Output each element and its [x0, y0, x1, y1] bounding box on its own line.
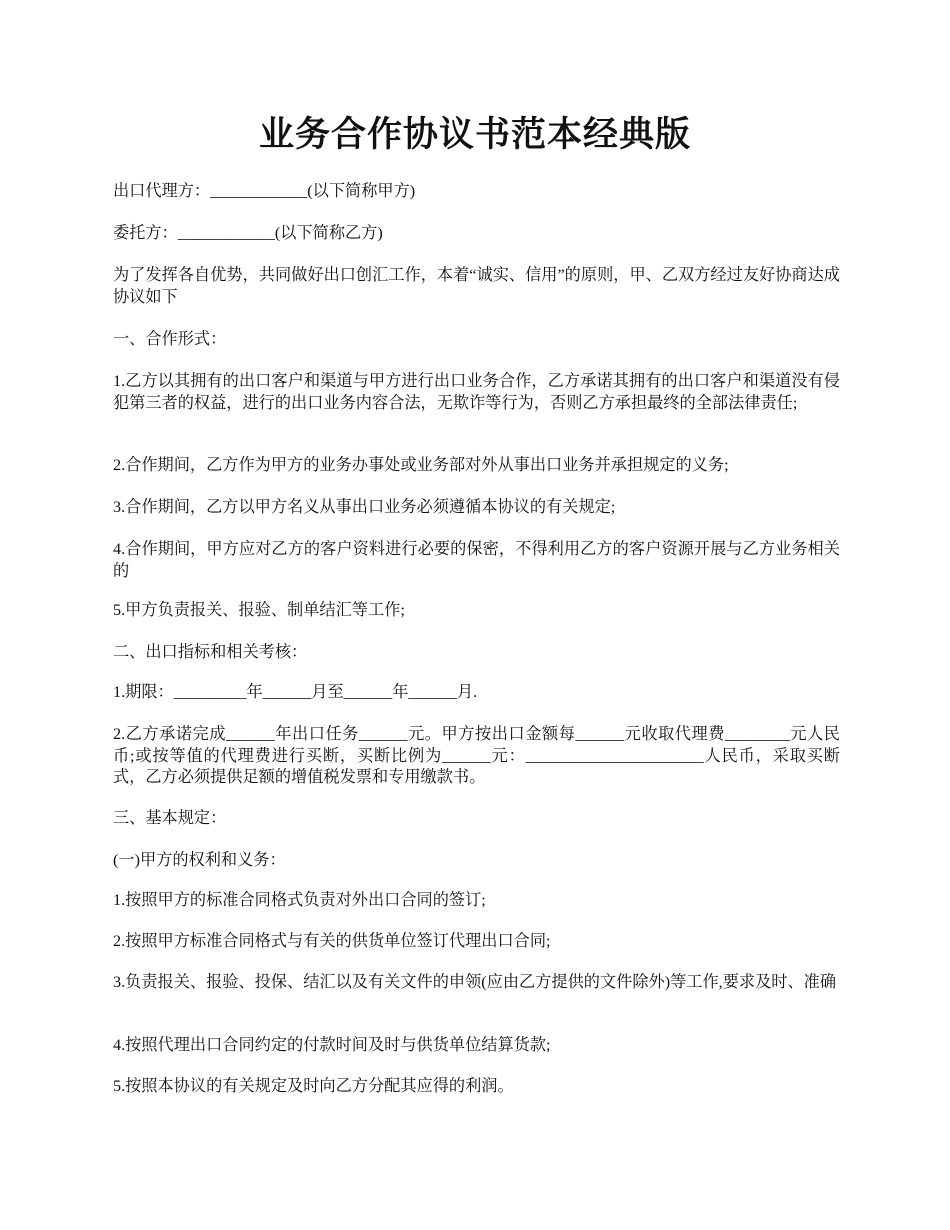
clause-3-5: 5.按照本协议的有关规定及时向乙方分配其应得的利润。 — [113, 1077, 514, 1095]
clause-2-2: 2.乙方承诺完成______年出口任务______元。甲方按出口金额每______元收取代理费________元人民币;或按等值的代理费进行买断，买断比例为______元：______________________人民币，采取买断式，乙方必须提供足额的增值税发票和专用缴款书。 — [113, 725, 840, 786]
section-heading-export: 二、出口指标和相关考核： — [113, 643, 308, 661]
clause-3-1: 1.按照甲方的标准合同格式负责对外出口合同的签订; — [113, 891, 486, 909]
clause-1-1: 1.乙方以其拥有的出口客户和渠道与甲方进行出口业务合作，乙方承诺其拥有的出口客户和渠道没有侵犯第三者的权益，进行的出口业务内容合法，无欺诈等行为，否则乙方承担最终的全部法律责任; — [113, 372, 840, 412]
clause-1-3: 3.合作期间，乙方以甲方名义从事出口业务必须遵循本协议的有关规定; — [113, 498, 616, 516]
clause-1-4: 4.合作期间，甲方应对乙方的客户资料进行必要的保密，不得利用乙方的客户资源开展与乙方业务相关的 — [113, 540, 840, 580]
clause-1-5: 5.甲方负责报关、报验、制单结汇等工作; — [113, 601, 405, 619]
section-heading-cooperation: 一、合作形式： — [113, 330, 227, 348]
subsection-heading-party-a: (一)甲方的权利和义务： — [113, 851, 286, 869]
preamble-paragraph: 为了发挥各自优势，共同做好出口创汇工作，本着“诚实、信用”的原则，甲、乙双方经过友好协商达成协议如下 — [113, 266, 840, 306]
clause-1-2: 2.合作期间，乙方作为甲方的业务办事处或业务部对外从事出口业务并承担规定的义务; — [113, 456, 729, 474]
party-b-line: 委托方：____________(以下简称乙方) — [113, 224, 383, 242]
clause-3-4: 4.按照代理出口合同约定的付款时间及时与供货单位结算货款; — [113, 1036, 551, 1054]
clause-2-1: 1.期限：_________年______月至______年______月. — [113, 683, 478, 701]
clause-3-2: 2.按照甲方标准合同格式与有关的供货单位签订代理出口合同; — [113, 932, 551, 950]
clause-3-3: 3.负责报关、报验、投保、结汇以及有关文件的申领(应由乙方提供的文件除外)等工作,要求及时、准确 — [113, 973, 837, 991]
document-title: 业务合作协议书范本经典版 — [258, 114, 691, 155]
party-a-line: 出口代理方：____________(以下简称甲方) — [113, 182, 416, 200]
section-heading-rules: 三、基本规定： — [113, 809, 227, 827]
